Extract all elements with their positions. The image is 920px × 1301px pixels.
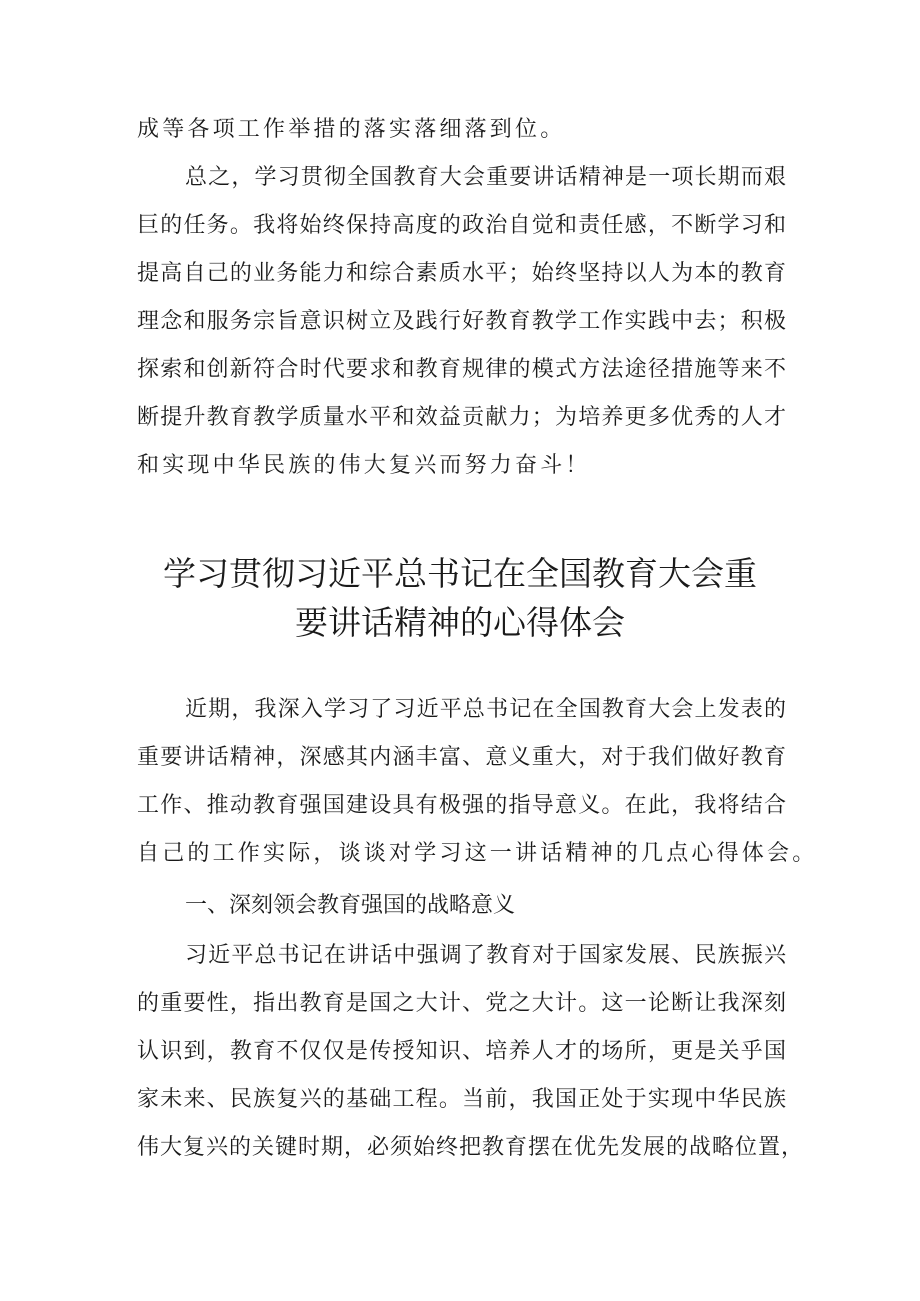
article-title-line-2: 要讲话精神的心得体会 — [295, 603, 625, 642]
paragraph-line: 成等各项工作举措的落实落细落到位。 — [137, 117, 566, 142]
paragraph-line: 巨的任务。我将始终保持高度的政治自觉和责任感，不断学习和 — [137, 213, 787, 238]
paragraph-line: 工作、推动教育强国建设具有极强的指导意义。在此，我将结合 — [137, 793, 787, 818]
paragraph-line: 伟大复兴的关键时期，必须始终把教育摆在优先发展的战略位置， — [137, 1135, 805, 1160]
paragraph-line: 理念和服务宗旨意识树立及践行好教育教学工作实践中去；积极 — [137, 309, 787, 334]
paragraph-line: 家未来、民族复兴的基础工程。当前，我国正处于实现中华民族 — [137, 1087, 787, 1112]
paragraph-line: 和实现中华民族的伟大复兴而努力奋斗！ — [137, 453, 591, 478]
paragraph-line: 探索和创新符合时代要求和教育规律的模式方法途径措施等来不 — [137, 357, 787, 382]
paragraph-line: 总之，学习贯彻全国教育大会重要讲话精神是一项长期而艰 — [185, 165, 787, 190]
section-heading: 一、深刻领会教育强国的战略意义 — [185, 893, 516, 918]
paragraph-line: 的重要性，指出教育是国之大计、党之大计。这一论断让我深刻 — [137, 991, 787, 1016]
paragraph-line: 断提升教育教学质量水平和效益贡献力；为培养更多优秀的人才 — [137, 405, 787, 430]
paragraph-line: 提高自己的业务能力和综合素质水平；始终坚持以人为本的教育 — [137, 261, 787, 286]
paragraph-line: 自己的工作实际，谈谈对学习这一讲话精神的几点心得体会。 — [137, 841, 818, 866]
paragraph-line: 重要讲话精神，深感其内涵丰富、意义重大，对于我们做好教育 — [137, 745, 787, 770]
paragraph-line: 认识到，教育不仅仅是传授知识、培养人才的场所，更是关乎国 — [137, 1039, 787, 1064]
article-title-line-1: 学习贯彻习近平总书记在全国教育大会重 — [163, 554, 757, 593]
paragraph-line: 习近平总书记在讲话中强调了教育对于国家发展、民族振兴 — [185, 943, 787, 968]
paragraph-line: 近期，我深入学习了习近平总书记在全国教育大会上发表的 — [185, 697, 787, 722]
